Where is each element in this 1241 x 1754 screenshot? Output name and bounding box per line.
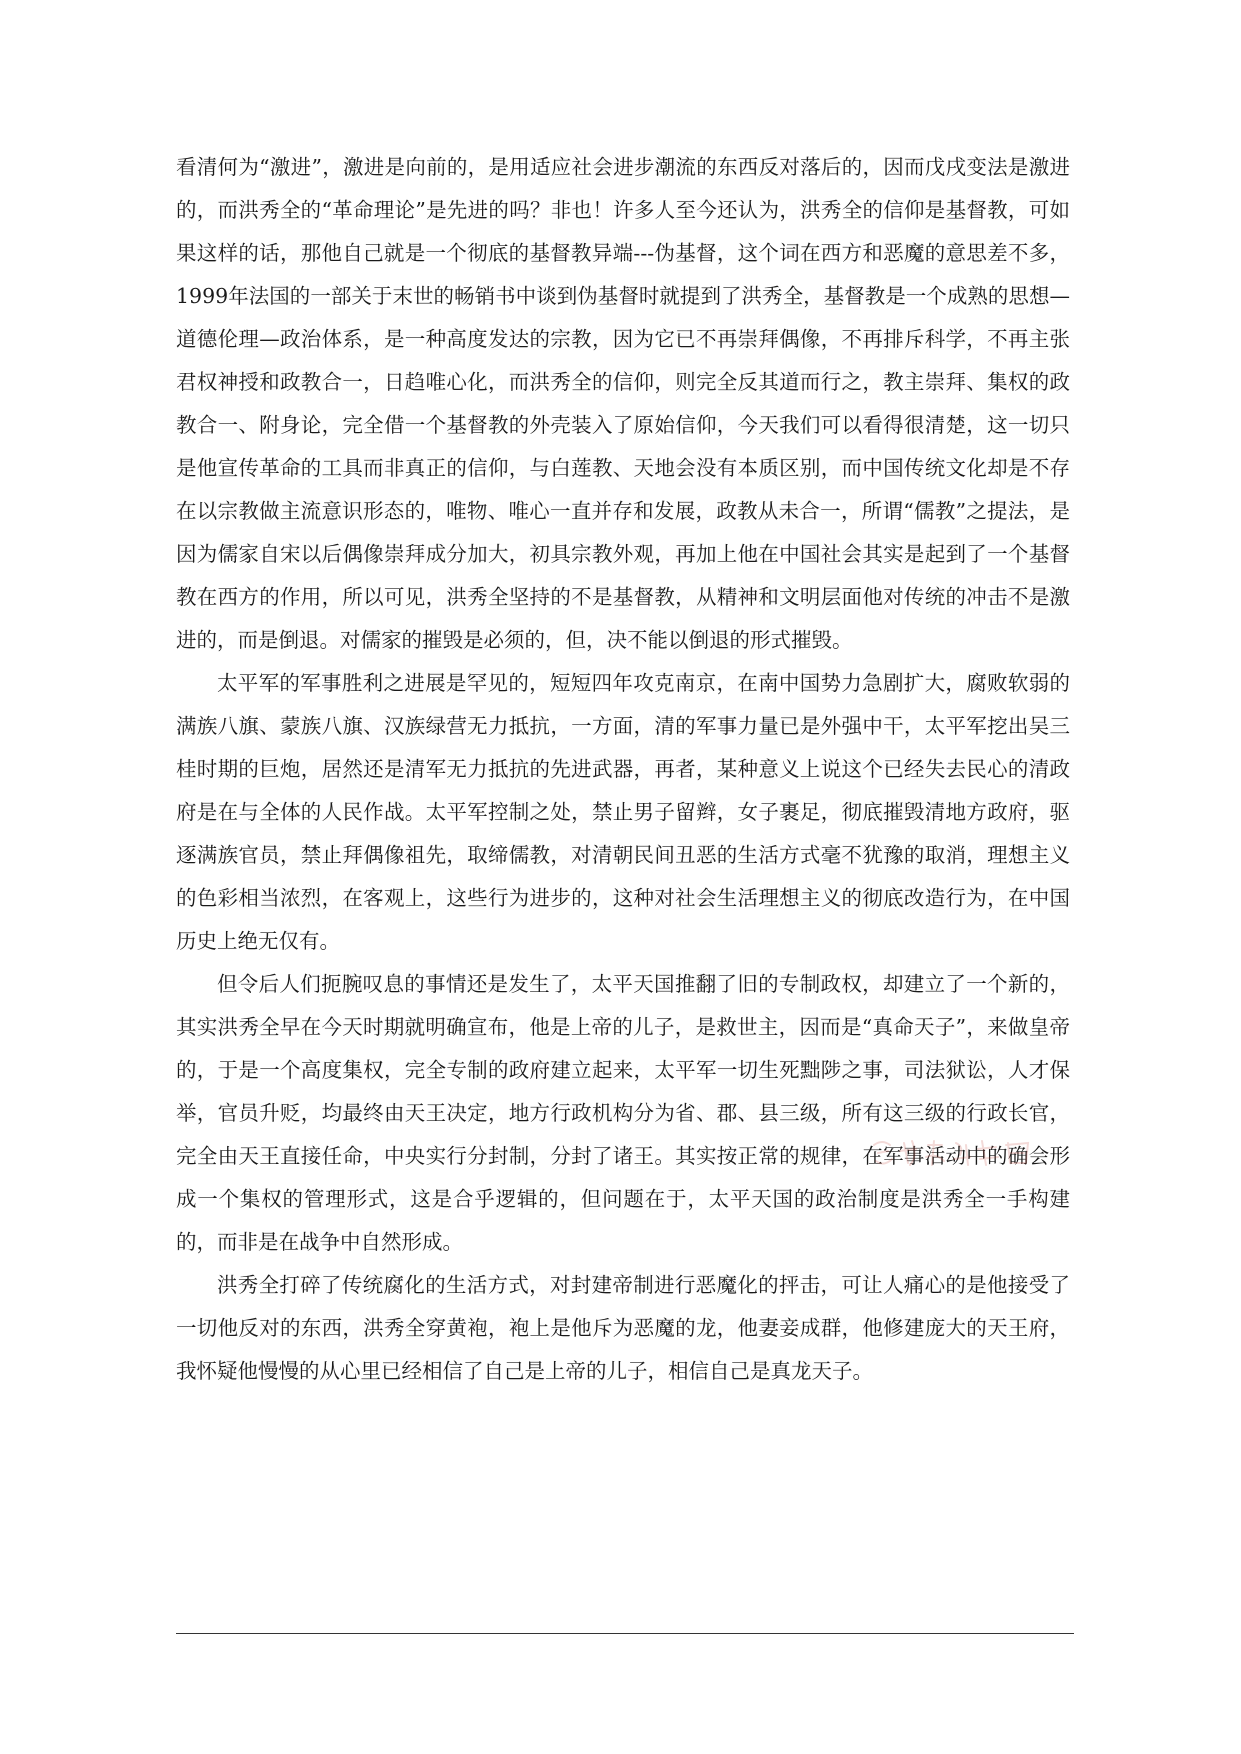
paragraph-3: 但令后人们扼腕叹息的事情还是发生了，太平天国推翻了旧的专制政权，却建立了一个新的，其实洪秀全早在今天时期就明确宣布，他是上帝的儿子，是救世主，因而是“真命天子”，来做皇帝的，于是一个高度集权，完全专制的政府建立起来，太平军一切生死黜陟之事，司法狱讼，人才保举，官员升贬，均最终由天王决定，地方行政机构分为省、郡、县三级，所有这三级的行政长官，完全由天王直接任命，中央实行分封制，分封了诸王。其实按正常的规律，在军事活动中的确会形成一个集权的管理形式，这是合乎逻辑的，但问题在于，太平天国的政治制度是洪秀全一手构建的，而非是在战争中自然形成。	[176, 972, 1070, 1254]
paragraph-1: 看清何为“激进”，激进是向前的，是用适应社会进步潮流的东西反对落后的，因而戊戌变法是激进的，而洪秀全的“革命理论”是先进的吗？非也！许多人至今还认为，洪秀全的信仰是基督教，可如果这样的话，那他自己就是一个彻底的基督教异端---伪基督，这个词在西方和恶魔的意思差不多，1999年法国的一部关于末世的畅销书中谈到伪基督时就提到了洪秀全，基督教是一个成熟的思想—道德伦理—政治体系，是一种高度发达的宗教，因为它已不再崇拜偶像，不再排斥科学，不再主张君权神授和政教合一，日趋唯心化，而洪秀全的信仰，则完全反其道而行之，教主崇拜、集权的政教合一、附身论，完全借一个基督教的外壳装入了原始信仰，今天我们可以看得很清楚，这一切只是他宣传革命的工具而非真正的信仰，与白莲教、天地会没有本质区别，而中国传统文化却是不存在以宗教做主流意识形态的，唯物、唯心一直并存和发展，政教从未合一，所谓“儒教”之提法，是因为儒家自宋以后偶像崇拜成分加大，初具宗教外观，再加上他在中国社会其实是起到了一个基督教在西方的作用，所以可见，洪秀全坚持的不是基督教，从精神和文明层面他对传统的冲击不是激进的，而是倒退。对儒家的摧毁是必须的，但，决不能以倒退的形式摧毁。	[176, 155, 1070, 652]
document-body	[176, 146, 1070, 1393]
footer-divider	[176, 1633, 1074, 1634]
paragraph-4: 洪秀全打碎了传统腐化的生活方式，对封建帝制进行恶魔化的抨击，可让人痛心的是他接受了一切他反对的东西，洪秀全穿黄袍，袍上是他斥为恶魔的龙，他妻妾成群，他修建庞大的天王府，我怀疑他慢慢的从心里已经相信了自己是上帝的儿子，相信自己是真龙天子。	[176, 1273, 1070, 1383]
paragraph-2: 太平军的军事胜利之进展是罕见的，短短四年攻克南京，在南中国势力急剧扩大，腐败软弱的满族八旗、蒙族八旗、汉族绿营无力抵抗，一方面，清的军事力量已是外强中干，太平军挖出吴三桂时期的巨炮，居然还是清军无力抵抗的先进武器，再者，某种意义上说这个已经失去民心的清政府是在与全体的人民作战。太平军控制之处，禁止男子留辫，女子裹足，彻底摧毁清地方政府，驱逐满族官员，禁止拜偶像祖先，取缔儒教，对清朝民间丑恶的生活方式毫不犹豫的取消，理想主义的色彩相当浓烈，在客观上，这些行为进步的，这种对社会生活理想主义的彻底改造行为，在中国历史上绝无仅有。	[176, 671, 1070, 953]
watermark-stamp	[868, 1133, 1044, 1173]
